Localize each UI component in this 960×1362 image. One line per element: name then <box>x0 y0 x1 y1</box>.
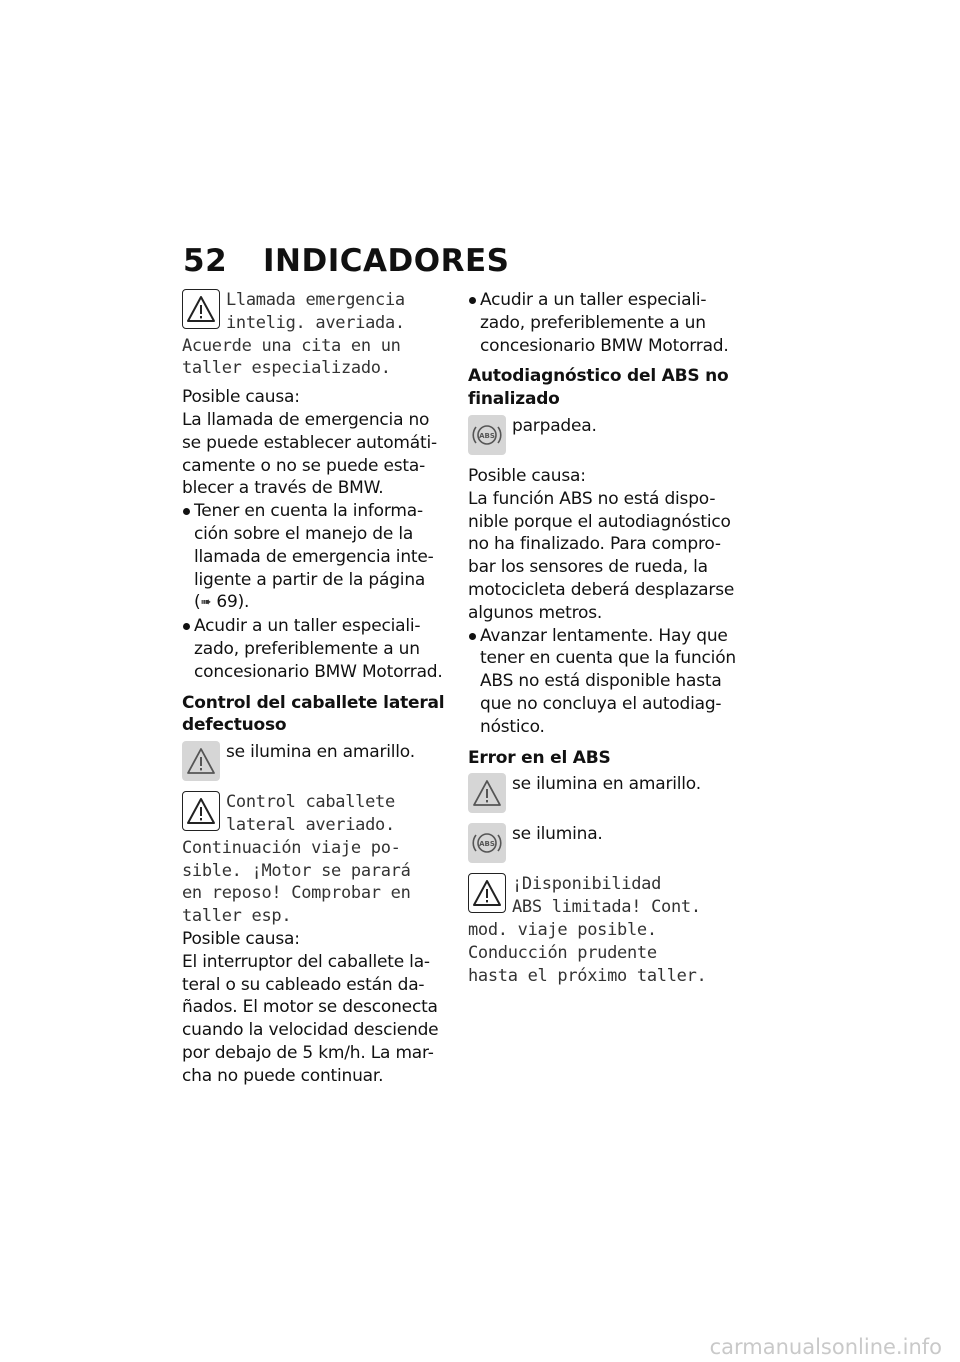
abs-warning-icon <box>468 415 506 455</box>
display-message-line: Continuación viaje po- <box>182 837 401 858</box>
lamp-row <box>468 773 740 813</box>
display-message-line: mod. viaje posible. <box>468 919 657 940</box>
warning-triangle-icon <box>182 741 220 781</box>
paragraph-line: ñados. El motor se desconecta <box>182 997 438 1018</box>
section-heading <box>468 365 740 411</box>
lamp-row <box>468 415 740 455</box>
page-reference[interactable] <box>194 591 454 615</box>
paragraph-line: camente o no se puede esta- <box>182 455 426 476</box>
ref-paren: ( <box>194 592 201 613</box>
list-item-line: zado, preferiblemente a un <box>480 312 706 333</box>
lamp-status: se ilumina en amarillo. <box>512 774 701 795</box>
action-list <box>182 500 454 683</box>
display-message-line: ABS limitada! Cont. <box>512 897 701 918</box>
list-item-line: concesionario BMW Motorrad. <box>194 661 443 682</box>
section-heading <box>182 692 454 738</box>
display-message-line: lateral averiado. <box>226 814 395 835</box>
list-item-line: ción sobre el manejo de la <box>194 523 414 544</box>
list-item-line: Acudir a un taller especiali- <box>194 616 421 637</box>
section-heading: Error en el ABS <box>468 747 611 768</box>
paragraph-line: blecer a través de BMW. <box>182 478 384 499</box>
lamp-status: se ilumina. <box>512 824 603 845</box>
list-item-line: Acudir a un taller especiali- <box>480 290 707 310</box>
left-column <box>182 289 454 1088</box>
right-column <box>468 289 740 987</box>
list-item-line: Tener en cuenta la informa- <box>194 501 423 522</box>
page-header <box>183 243 509 279</box>
lamp-status: parpadea. <box>512 415 597 436</box>
paragraph-line: se puede establecer automáti- <box>182 432 437 453</box>
display-message-line: sible. ¡Motor se parará <box>182 860 411 881</box>
lamp-row <box>182 741 454 781</box>
list-item <box>468 289 740 357</box>
display-message-line: Acuerde una cita en un <box>182 335 401 356</box>
cause-label: Posible causa: <box>182 928 300 949</box>
paragraph-line: teral o su cableado están da- <box>182 974 425 995</box>
message-block-sidestand <box>182 791 454 837</box>
paragraph-line: bar los sensores de rueda, la <box>468 557 708 578</box>
heading-line: Autodiagnóstico del ABS no <box>468 366 729 387</box>
display-message-line: taller especializado. <box>182 358 391 379</box>
paragraph-line: no ha finalizado. Para compro- <box>468 534 721 555</box>
abs-label: ABS <box>479 840 495 849</box>
message-block-emergency <box>182 289 454 335</box>
heading-line: finalizado <box>468 389 560 410</box>
action-list <box>468 625 740 739</box>
list-item-line: que no concluya el autodiag- <box>480 693 722 714</box>
list-item-line: tener en cuenta que la función <box>480 648 736 669</box>
cause-label: Posible causa: <box>182 387 300 408</box>
list-item-line: nóstico. <box>480 716 545 737</box>
warning-triangle-icon <box>468 873 506 913</box>
abs-warning-icon <box>468 823 506 863</box>
watermark: carmanualsonline.info <box>709 1335 942 1359</box>
message-block-abs <box>468 873 740 919</box>
warning-triangle-icon <box>468 773 506 813</box>
ref-page: 69). <box>216 592 250 613</box>
paragraph-line: por debajo de 5 km/h. La mar- <box>182 1042 434 1063</box>
section-title: INDICADORES <box>263 243 510 279</box>
display-message-line: Conducción prudente <box>468 942 657 963</box>
list-item-line: ABS no está disponible hasta <box>480 671 722 692</box>
display-message-line: taller esp. <box>182 906 292 927</box>
display-message-line: hasta el próximo taller. <box>468 965 707 986</box>
list-item-line: Avanzar lentamente. Hay que <box>480 625 728 646</box>
list-item-line: concesionario BMW Motorrad. <box>480 335 729 356</box>
warning-triangle-icon <box>182 791 220 831</box>
list-item-line: ligente a partir de la página <box>194 569 426 590</box>
list-item <box>182 615 454 683</box>
paragraph-line: La función ABS no está dispo- <box>468 488 716 509</box>
display-message-line: intelig. averiada. <box>226 312 405 333</box>
abs-label: ABS <box>479 431 495 440</box>
paragraph-line: El interruptor del caballete la- <box>182 951 430 972</box>
heading-line: Control del caballete lateral <box>182 692 445 713</box>
page-number: 52 <box>183 243 228 279</box>
warning-triangle-icon <box>182 289 220 329</box>
list-item-line: llamada de emergencia inte- <box>194 546 434 567</box>
display-message-line: Control caballete <box>226 792 395 813</box>
lamp-row <box>468 823 740 863</box>
paragraph-line: nible porque el autodiagnóstico <box>468 511 731 532</box>
paragraph-line: cuando la velocidad desciende <box>182 1020 439 1041</box>
display-message-line: Llamada emergencia <box>226 290 405 310</box>
display-message-line: en reposo! Comprobar en <box>182 883 411 904</box>
paragraph-line: La llamada de emergencia no <box>182 409 430 430</box>
list-item-line: zado, preferiblemente a un <box>194 638 420 659</box>
list-item <box>182 500 454 615</box>
paragraph-line: cha no puede continuar. <box>182 1065 384 1086</box>
heading-line: defectuoso <box>182 715 287 736</box>
paragraph-line: algunos metros. <box>468 602 603 623</box>
lamp-status: se ilumina en amarillo. <box>226 742 415 763</box>
cause-label: Posible causa: <box>468 465 586 486</box>
action-list <box>468 289 740 357</box>
list-item <box>468 625 740 739</box>
paragraph-line: motocicleta deberá desplazarse <box>468 579 735 600</box>
arrow-right-icon: ➠ <box>200 595 212 611</box>
display-message-line: ¡Disponibilidad <box>512 874 662 895</box>
